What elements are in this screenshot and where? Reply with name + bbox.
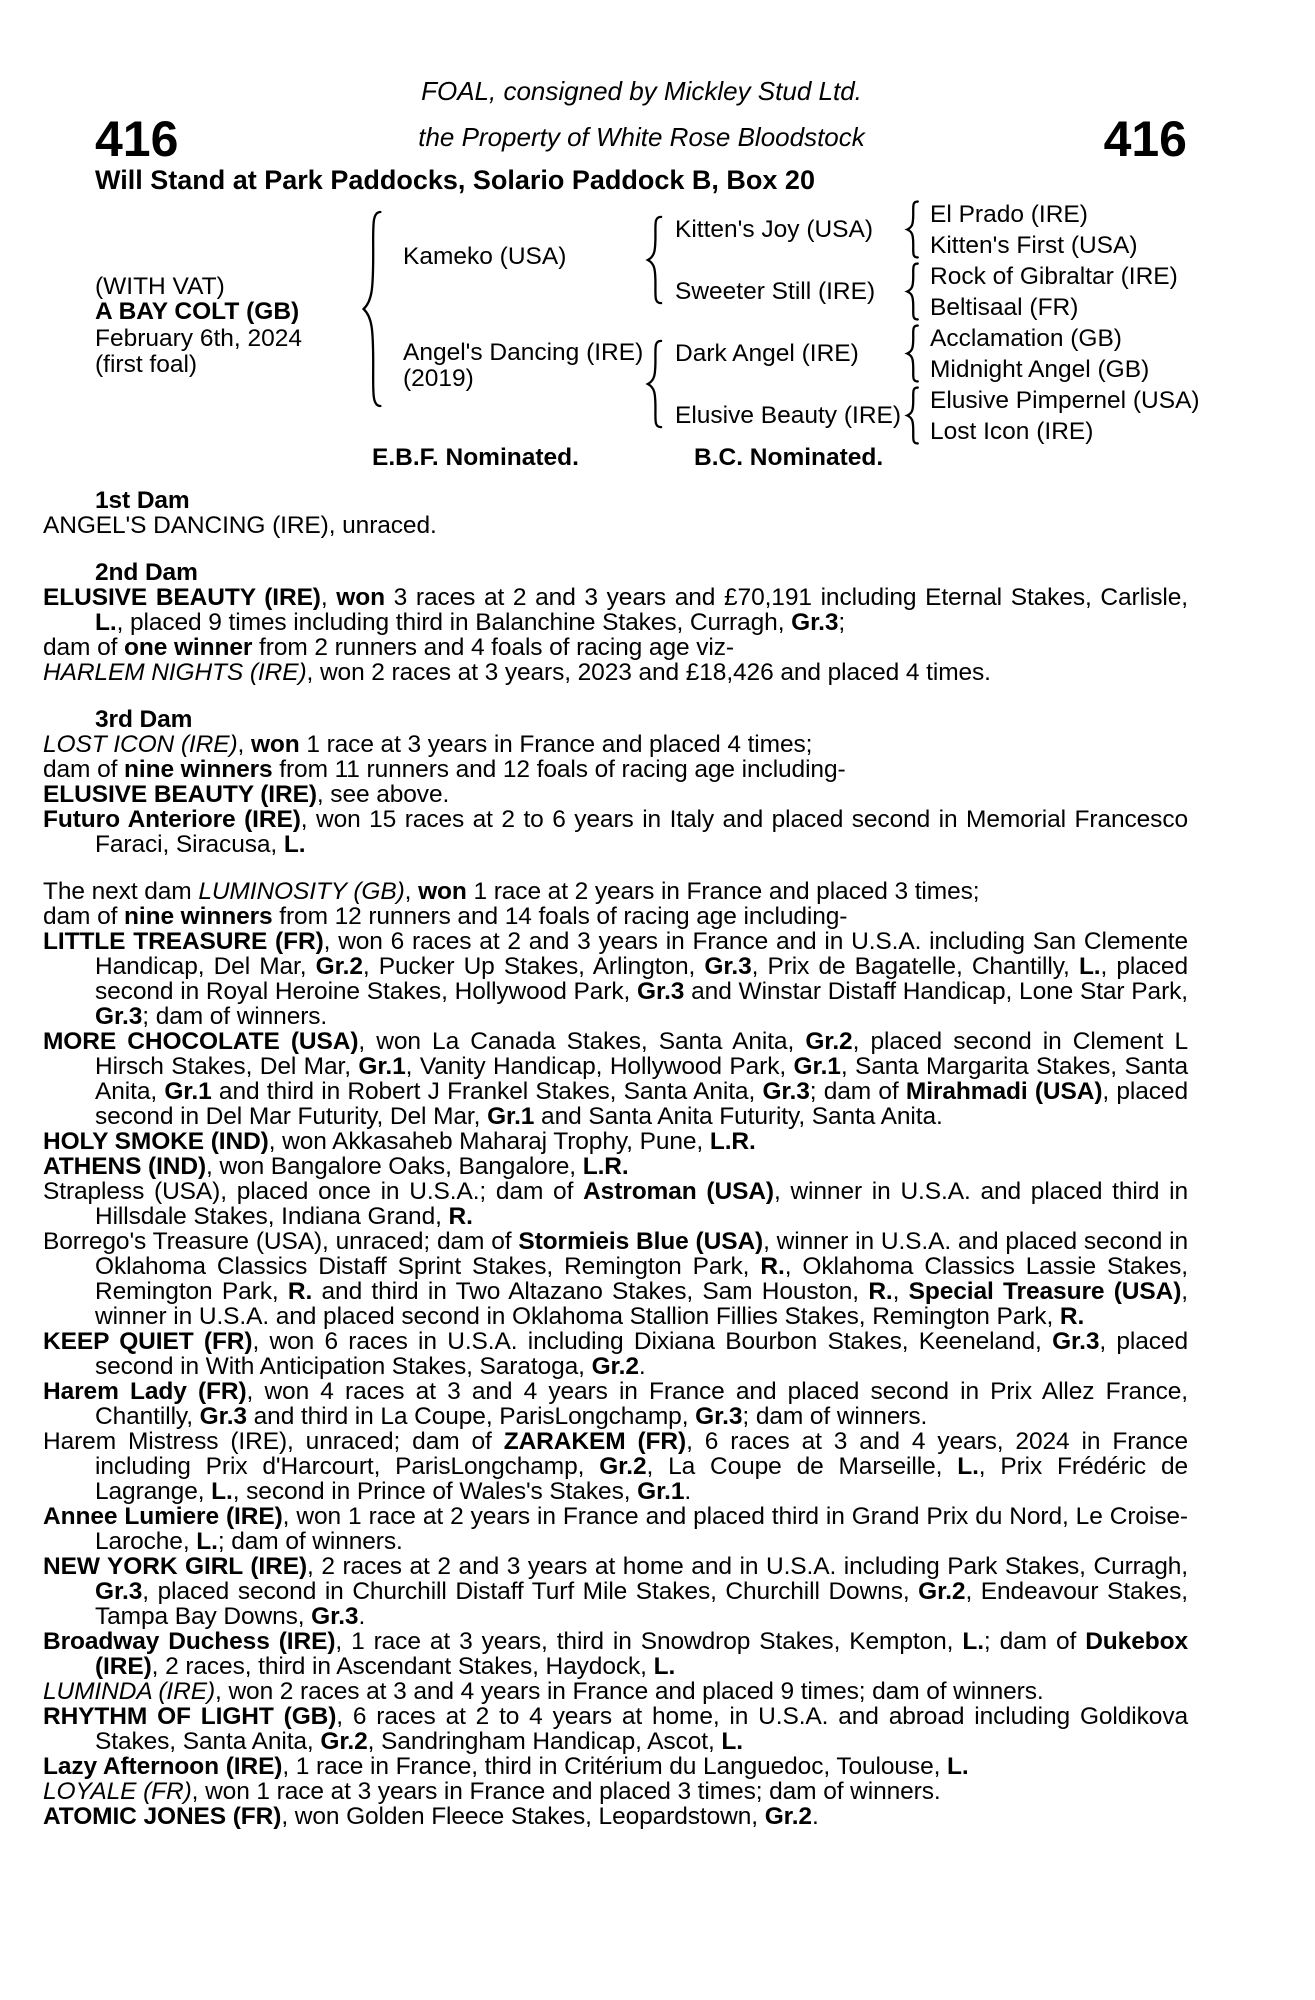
text-segment: R. [1059, 1303, 1085, 1330]
text-segment: , winner in U.S.A. and placed second in Oklahoma Classics Distaff Sprint Stakes, Remington Park, [95, 1228, 1188, 1280]
text-segment: Gr.2 [599, 1453, 647, 1480]
pedigree-text-paragraph [43, 584, 1188, 636]
text-segment: Harem Lady (FR) [43, 1378, 247, 1405]
text-segment: and third in Robert J Frankel Stakes, Santa Anita, [211, 1078, 763, 1105]
text-segment: Gr.3 [95, 1578, 143, 1605]
text-segment: , La Coupe de Marseille, [646, 1453, 958, 1480]
brace-icon [905, 325, 920, 382]
text-segment: won [336, 584, 385, 611]
text-segment: Gr.1 [487, 1103, 535, 1130]
text-segment: ; dam of winners. [142, 1003, 328, 1030]
text-segment: ATOMIC JONES (FR) [43, 1803, 282, 1830]
text-segment: , Oklahoma Classics Lassie Stakes, Remington Park, [95, 1253, 1188, 1305]
text-segment: ; [838, 609, 846, 636]
text-segment: Annee Lumiere (IRE) [43, 1503, 283, 1530]
text-segment: , won 6 races at 2 and 3 years in France and in U.S.A. including San Clemente Handicap, Del Mar, [95, 928, 1188, 980]
text-segment: , won 6 races in U.S.A. including Dixiana Bourbon Stakes, Keeneland, [252, 1328, 1053, 1355]
pedigree-text-paragraph [43, 1753, 1188, 1780]
text-segment: NEW YORK GIRL (IRE) [43, 1553, 308, 1580]
text-segment: , 1 race at 3 years, third in Snowdrop Stakes, Kempton, [335, 1628, 963, 1655]
text-segment: L. [653, 1653, 676, 1680]
text-segment: Futuro Anteriore (IRE) [43, 806, 301, 833]
great-grandparent-name: Rock of Gibraltar (IRE) [930, 263, 1178, 290]
text-segment: ATHENS (IND) [43, 1153, 207, 1180]
text-segment: Gr.3 [95, 1003, 143, 1030]
text-segment: . [811, 1803, 819, 1830]
text-segment: 3 races at 2 and 3 years and £70,191 including Eternal Stakes, Carlisle, [384, 584, 1188, 611]
text-segment: ZARAKEM (FR) [503, 1428, 687, 1455]
text-segment: Gr.3 [695, 1403, 743, 1430]
pedigree-text-paragraph [43, 1703, 1188, 1755]
text-segment: , winner in U.S.A. and placed third in Hillsdale Stakes, Indiana Grand, [95, 1178, 1188, 1230]
text-segment: and Santa Anita Futurity, Santa Anita. [534, 1103, 943, 1130]
ebf-nomination: E.B.F. Nominated. [372, 444, 579, 471]
text-segment: ; dam of [983, 1628, 1086, 1655]
pedigree-text-paragraph [43, 512, 1188, 539]
great-grandparent-name: Lost Icon (IRE) [930, 418, 1094, 445]
text-segment: , 2 races, third in Ascendant Stakes, Haydock, [151, 1653, 654, 1680]
text-segment: , [320, 584, 337, 611]
text-segment: , won La Canada Stakes, Santa Anita, [358, 1028, 806, 1055]
pedigree-text-paragraph [43, 1328, 1188, 1380]
text-segment: Gr.2 [591, 1353, 639, 1380]
text-segment: , won 2 races at 3 years, 2023 and £18,426 and placed 4 times. [306, 659, 991, 686]
text-segment: LUMINOSITY (GB) [198, 878, 405, 905]
pedigree-text-paragraph [43, 781, 1188, 808]
text-segment: L. [962, 1628, 984, 1655]
text-segment: Dukebox (IRE) [95, 1628, 1188, 1680]
sire-name: Kameko (USA) [403, 243, 567, 270]
text-segment: . [684, 1478, 692, 1505]
grandsire-name: Dark Angel (IRE) [675, 340, 859, 367]
text-segment: , [892, 1278, 909, 1305]
text-segment: dam of [43, 903, 125, 930]
text-segment: Gr.2 [320, 1728, 368, 1755]
pedigree-text-paragraph [43, 1028, 1188, 1130]
text-segment: L. [957, 1453, 979, 1480]
text-segment: Astroman (USA) [583, 1178, 774, 1205]
text-segment: L. [283, 831, 306, 858]
bc-nomination: B.C. Nominated. [694, 444, 884, 471]
text-segment: , Prix de Bagatelle, Chantilly, [751, 953, 1079, 980]
text-segment: , won 2 races at 3 and 4 years in France and placed 9 times; dam of winners. [215, 1678, 1044, 1705]
granddam-name: Elusive Beauty (IRE) [675, 402, 902, 429]
text-segment: nine winners [124, 756, 273, 783]
brace-icon [905, 201, 920, 258]
text-segment: and Winstar Distaff Handicap, Lone Star Park, [684, 978, 1188, 1005]
dam-section [43, 487, 1188, 539]
text-segment: , won 1 race at 3 years in France and placed 3 times; dam of winners. [191, 1778, 941, 1805]
text-segment: , Prix Frédéric de Lagrange, [95, 1453, 1188, 1505]
great-grandparent-name: Acclamation (GB) [930, 325, 1122, 352]
great-grandparent-name: Elusive Pimpernel (USA) [930, 387, 1200, 414]
text-segment: LUMINDA (IRE) [43, 1678, 216, 1705]
dam-section [43, 706, 1188, 858]
text-segment: dam of [43, 756, 125, 783]
pedigree-text-paragraph [43, 928, 1188, 1030]
text-segment: , Sandringham Handicap, Ascot, [367, 1728, 722, 1755]
text-segment: from 12 runners and 14 foals of racing age including- [272, 903, 848, 930]
text-segment: nine winners [124, 903, 273, 930]
text-segment: MORE CHOCOLATE (USA) [43, 1028, 359, 1055]
brace-icon [905, 387, 920, 444]
text-segment: R. [760, 1253, 785, 1280]
pedigree-text-paragraph [43, 878, 1188, 905]
text-segment: , won Golden Fleece Stakes, Leopardstown, [281, 1803, 765, 1830]
dam-name: Angel's Dancing (IRE) [403, 339, 644, 366]
text-segment: Strapless (USA), placed once in U.S.A.; dam of [43, 1178, 584, 1205]
text-segment: Stormieis Blue (USA) [518, 1228, 764, 1255]
text-segment: HOLY SMOKE (IND) [43, 1128, 269, 1155]
text-segment: , won Akkasaheb Maharaj Trophy, Pune, [268, 1128, 710, 1155]
text-segment: ELUSIVE BEAUTY (IRE) [43, 781, 317, 808]
text-segment: L. [721, 1728, 743, 1755]
text-segment: , placed second in Royal Heroine Stakes, Hollywood Park, [95, 953, 1188, 1005]
text-segment: dam of [43, 634, 125, 661]
brace-icon [360, 210, 384, 408]
section-heading: 2nd Dam [95, 559, 198, 586]
text-segment: Harem Mistress (IRE), unraced; dam of [43, 1428, 504, 1455]
text-segment: Gr.1 [793, 1053, 841, 1080]
text-segment: L. [95, 609, 117, 636]
text-segment: , 1 race in France, third in Critérium du Languedoc, Toulouse, [282, 1753, 948, 1780]
text-segment: Gr.2 [315, 953, 363, 980]
pedigree-text-paragraph [43, 1778, 1188, 1805]
text-segment: Gr.3 [704, 953, 752, 980]
stand-location-line: Will Stand at Park Paddocks, Solario Paddock B, Box 20 [95, 165, 815, 195]
lot-number-left: 416 [95, 111, 179, 167]
dam-section [43, 878, 1189, 1830]
text-segment: Gr.1 [358, 1053, 406, 1080]
text-segment: Gr.1 [637, 1478, 685, 1505]
text-segment: Lazy Afternoon (IRE) [43, 1753, 283, 1780]
brace-icon [645, 216, 664, 304]
pedigree-text-paragraph [43, 1628, 1188, 1680]
text-segment: won [418, 878, 467, 905]
great-grandparent-name: Beltisaal (FR) [930, 294, 1079, 321]
text-segment: from 11 runners and 12 foals of racing age including- [272, 756, 846, 783]
pedigree-text-paragraph [43, 903, 1188, 930]
text-segment: , [404, 878, 419, 905]
consignor-line: FOAL, consigned by Mickley Stud Ltd. [421, 76, 862, 106]
text-segment: L. [211, 1478, 233, 1505]
property-line: the Property of White Rose Bloodstock [418, 122, 865, 152]
text-segment: from 2 runners and 4 foals of racing age viz- [252, 634, 734, 661]
pedigree-text-paragraph [43, 1553, 1189, 1630]
text-segment: , placed second in With Anticipation Stakes, Saratoga, [95, 1328, 1188, 1380]
text-segment: , second in Prince of Wales's Stakes, [232, 1478, 638, 1505]
text-segment: , won 1 race at 2 years in France and placed third in Grand Prix du Nord, Le Croise-Laroche, [95, 1503, 1188, 1555]
text-segment: LOST ICON (IRE) [43, 731, 238, 758]
section-heading: 1st Dam [95, 487, 190, 514]
text-segment: . [638, 1353, 646, 1380]
text-segment: Mirahmadi (USA) [905, 1078, 1103, 1105]
text-segment: , winner in U.S.A. and placed second in Oklahoma Stallion Fillies Stakes, Remington Park, [95, 1278, 1188, 1330]
pedigree-text-paragraph [43, 659, 1188, 686]
text-segment: , placed 9 times including third in Balanchine Stakes, Curragh, [116, 609, 792, 636]
text-segment: ; dam of [809, 1078, 906, 1105]
text-segment: L.R. [582, 1153, 629, 1180]
text-segment: ELUSIVE BEAUTY (IRE) [43, 584, 321, 611]
text-segment: , 6 races at 2 to 4 years at home, in U.S.A. and abroad including Goldikova Stakes, Santa Anita, [95, 1703, 1188, 1755]
text-segment: , Endeavour Stakes, Tampa Bay Downs, [95, 1578, 1189, 1630]
pedigree-text-paragraph [43, 1228, 1188, 1330]
brace-icon [905, 263, 920, 320]
pedigree-text-paragraph [43, 1803, 1188, 1830]
text-segment: Gr.3 [791, 609, 839, 636]
pedigree-text-paragraph [43, 1128, 1188, 1155]
text-segment: , Santa Margarita Stakes, Santa Anita, [95, 1053, 1188, 1105]
text-segment: R. [448, 1203, 473, 1230]
text-segment: , Vanity Handicap, Hollywood Park, [405, 1053, 794, 1080]
text-segment: , Pucker Up Stakes, Arlington, [362, 953, 705, 980]
text-segment: Special Treasure (USA) [908, 1278, 1182, 1305]
pedigree-text-paragraph [43, 756, 1188, 783]
text-segment: L. [196, 1528, 218, 1555]
text-segment: 1 race at 3 years in France and placed 4 times; [299, 731, 813, 758]
subject-foal-note: (first foal) [95, 351, 198, 378]
text-segment: RHYTHM OF LIGHT (GB) [43, 1703, 337, 1730]
subject-name: A BAY COLT (GB) [95, 298, 300, 325]
pedigree-text-paragraph [43, 1378, 1188, 1430]
text-segment: , won 4 races at 3 and 4 years in France and placed second in Prix Allez France, Chantilly, [95, 1378, 1188, 1430]
pedigree-text-paragraph [43, 1503, 1188, 1555]
text-segment: LOYALE (FR) [43, 1778, 192, 1805]
text-segment: . [358, 1603, 366, 1630]
text-segment: LITTLE TREASURE (FR) [43, 928, 324, 955]
text-segment: , won 15 races at 2 to 6 years in Italy and placed second in Memorial Francesco Faraci, Siracusa, [95, 806, 1188, 858]
great-grandparent-name: El Prado (IRE) [930, 201, 1088, 228]
text-segment: Gr.1 [164, 1078, 212, 1105]
great-grandparent-name: Midnight Angel (GB) [930, 356, 1150, 383]
text-segment: L. [1078, 953, 1101, 980]
text-segment: won [250, 731, 300, 758]
text-segment: Gr.2 [918, 1578, 966, 1605]
text-segment: and third in Two Altazano Stakes, Sam Houston, [312, 1278, 869, 1305]
text-segment: KEEP QUIET (FR) [43, 1328, 253, 1355]
text-segment: , placed second in Clement L Hirsch Stakes, Del Mar, [95, 1028, 1188, 1080]
text-segment: Gr.3 [762, 1078, 810, 1105]
pedigree-text-paragraph [43, 1153, 1188, 1180]
pedigree-text-paragraph [43, 1178, 1188, 1230]
text-segment: , won Bangalore Oaks, Bangalore, [206, 1153, 583, 1180]
pedigree-text-body [43, 487, 1189, 1830]
text-segment: Gr.3 [637, 978, 685, 1005]
text-segment: Gr.2 [805, 1028, 853, 1055]
text-segment: Gr.3 [311, 1603, 359, 1630]
granddam-name: Sweeter Still (IRE) [675, 278, 876, 305]
text-segment: Gr.3 [1052, 1328, 1100, 1355]
text-segment: L. [947, 1753, 969, 1780]
pedigree-text-paragraph [43, 1678, 1188, 1705]
text-segment: ; dam of winners. [217, 1528, 403, 1555]
vat-note: (WITH VAT) [95, 273, 225, 300]
text-segment: , 2 races at 2 and 3 years at home and in U.S.A. including Park Stakes, Curragh, [307, 1553, 1188, 1580]
text-segment: ANGEL'S DANCING (IRE), unraced. [43, 512, 437, 539]
dam-year: (2019) [403, 365, 474, 392]
text-segment: , 6 races at 3 and 4 years, 2024 in France including Prix d'Harcourt, ParisLongchamp, [95, 1428, 1188, 1480]
pedigree-text-paragraph [43, 634, 1188, 661]
text-segment: 1 race at 2 years in France and placed 3 times; [466, 878, 980, 905]
text-segment: , [237, 731, 251, 758]
text-segment: Borrego's Treasure (USA), unraced; dam of [43, 1228, 519, 1255]
grandsire-name: Kitten's Joy (USA) [675, 216, 874, 243]
dam-section [43, 559, 1188, 686]
text-segment: L.R. [709, 1128, 756, 1155]
text-segment: , placed second in Del Mar Futurity, Del Mar, [95, 1078, 1188, 1130]
text-segment: Broadway Duchess (IRE) [43, 1628, 336, 1655]
pedigree-text-paragraph [43, 1428, 1188, 1505]
text-segment: and third in La Coupe, ParisLongchamp, [246, 1403, 696, 1430]
text-segment: Gr.2 [764, 1803, 812, 1830]
brace-icon [645, 340, 664, 428]
pedigree-text-paragraph [43, 731, 1188, 758]
pedigree-text-paragraph [43, 806, 1188, 858]
text-segment: R. [287, 1278, 313, 1305]
great-grandparent-name: Kitten's First (USA) [930, 232, 1138, 259]
text-segment: HARLEM NIGHTS (IRE) [43, 659, 307, 686]
text-segment: The next dam [43, 878, 199, 905]
text-segment: ; dam of winners. [742, 1403, 928, 1430]
lot-number-right: 416 [1103, 111, 1187, 167]
text-segment: R. [868, 1278, 893, 1305]
text-segment: one winner [124, 634, 253, 661]
subject-foaling-date: February 6th, 2024 [95, 325, 303, 352]
text-segment: , see above. [316, 781, 450, 808]
text-segment: , placed second in Churchill Distaff Turf Mile Stakes, Churchill Downs, [142, 1578, 919, 1605]
section-heading: 3rd Dam [95, 706, 193, 733]
text-segment: Gr.3 [199, 1403, 247, 1430]
